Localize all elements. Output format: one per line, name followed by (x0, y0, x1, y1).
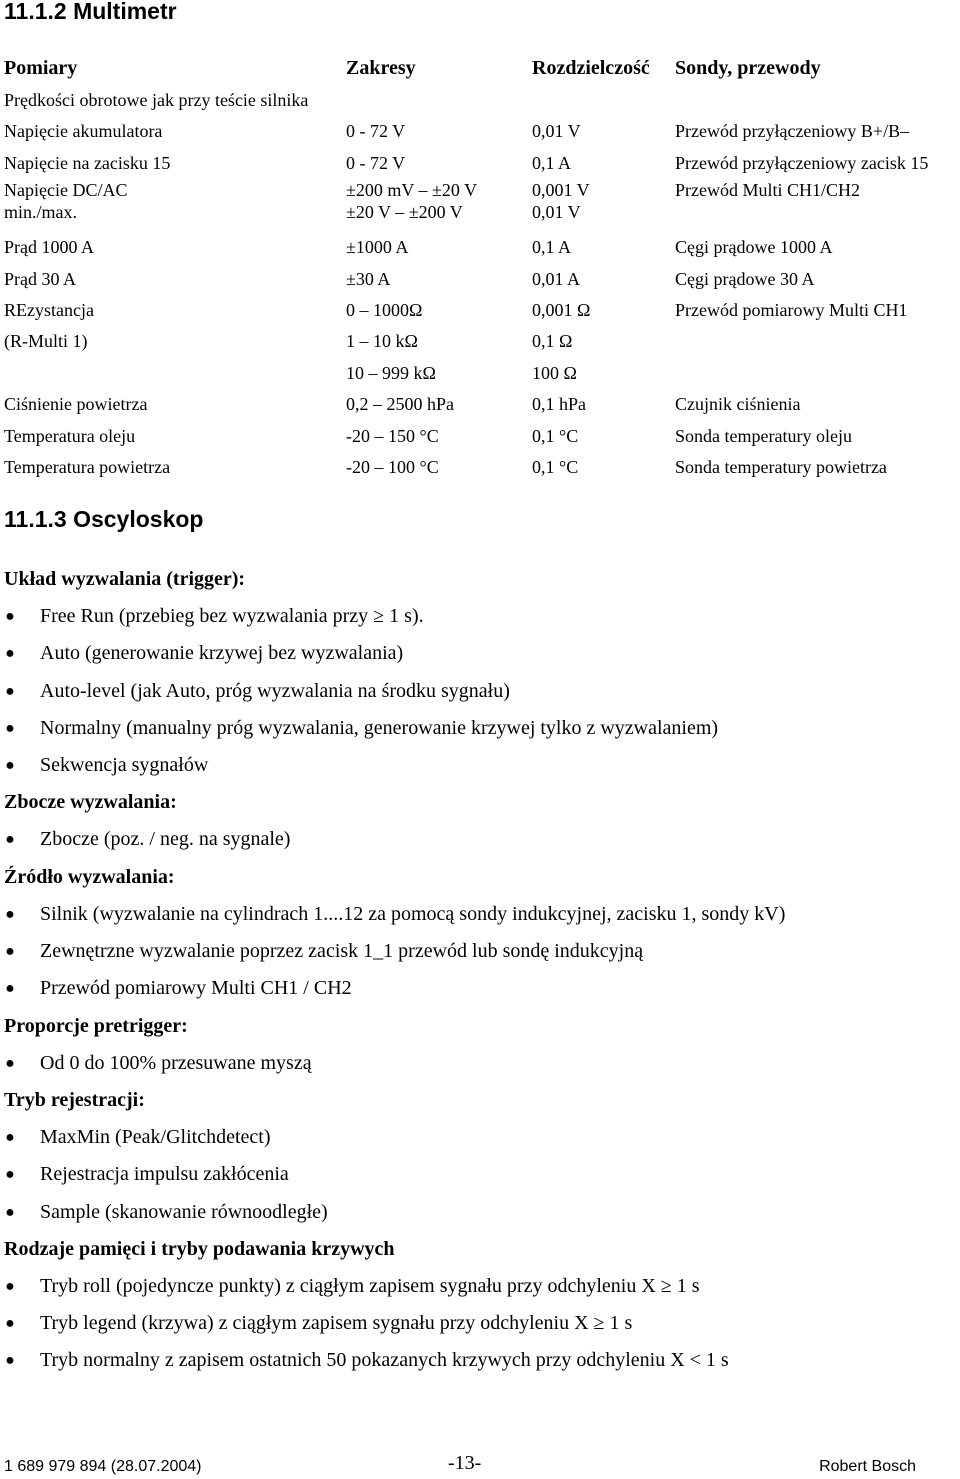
list-item (4, 1045, 954, 1082)
cell-range: 1 – 10 kΩ (346, 331, 418, 352)
document-number: 1 689 979 894 (28.07.2004) (4, 1458, 202, 1475)
list-item (4, 1156, 954, 1193)
bullet-icon: ● (5, 682, 15, 700)
list-item-text: Normalny (manualny próg wyzwalania, generowanie krzywej tylko z wyzwalaniem) (40, 716, 719, 739)
cell-measurement: Ciśnienie powietrza (4, 394, 148, 415)
multimeter-table (4, 52, 954, 483)
cell-range: ±1000 A (346, 237, 409, 258)
cell-probe: Cęgi prądowe 1000 A (675, 237, 833, 258)
bullet-icon: ● (5, 1203, 15, 1221)
heading-source: Źródło wyzwalania: (4, 865, 175, 888)
cell-measurement: (R-Multi 1) (4, 331, 88, 352)
heading-trigger: Układ wyzwalania (trigger): (4, 568, 246, 590)
cell-resolution: 0,1 °C (532, 425, 579, 446)
cell-resolution: 0,01 V (532, 121, 581, 142)
cell-range: 0 - 72 V (346, 152, 406, 173)
cell-resolution: 0,1 A (532, 237, 572, 258)
cell-resolution-line2: 0,01 V (532, 202, 581, 223)
cell-probe: Sonda temperatury oleju (675, 425, 852, 446)
cell-range-line1: ±200 mV – ±20 V (346, 180, 478, 201)
cell-measurement: Temperatura oleju (4, 425, 136, 446)
cell-resolution: 0,1 °C (532, 456, 579, 477)
bullet-icon: ● (5, 831, 15, 849)
heading-pretrigger: Proporcje pretrigger: (4, 1014, 188, 1037)
cell-resolution: 0,01 A (532, 268, 581, 289)
list-item (4, 896, 954, 933)
section-title-multimetr: 11.1.2 Multimetr (4, 0, 177, 24)
cell-probe: Sonda temperatury powietrza (675, 456, 887, 477)
bullet-icon: ● (5, 645, 15, 663)
company-name: Robert Bosch (819, 1458, 916, 1475)
list-recording-mode (4, 1119, 954, 1231)
list-item (4, 933, 954, 970)
cell-probe: Przewód przyłączeniowy zacisk 15 (675, 152, 929, 173)
list-item-text: Free Run (przebieg bez wyzwalania przy ≥ 1 s). (40, 605, 424, 627)
page-number: -13- (448, 1452, 482, 1474)
cell-range: ±30 A (346, 268, 391, 289)
cell-resolution (532, 179, 590, 223)
table-row (4, 116, 954, 147)
list-trigger (4, 598, 954, 784)
list-item-text: Tryb roll (pojedyncze punkty) z ciągłym zapisem sygnału przy odchyleniu X ≥ 1 s (40, 1274, 700, 1297)
table-row (4, 295, 954, 326)
page-footer (4, 1452, 916, 1478)
table-row (4, 85, 954, 116)
table-row (4, 232, 954, 263)
list-item (4, 1342, 954, 1379)
bullet-icon: ● (5, 1128, 15, 1146)
list-item-text: MaxMin (Peak/Glitchdetect) (40, 1125, 271, 1148)
cell-resolution-line1: 0,001 V (532, 180, 590, 201)
cell-range: -20 – 150 °C (346, 425, 439, 446)
table-row (4, 264, 954, 295)
list-item (4, 1305, 954, 1342)
list-item-text: Zewnętrzne wyzwalanie poprzez zacisk 1_1 przewód lub sondę indukcyjną (40, 940, 644, 963)
cell-measurement: Napięcie na zacisku 15 (4, 152, 171, 173)
list-item (4, 598, 954, 635)
table-row (4, 452, 954, 483)
table-header (4, 52, 954, 85)
bullet-icon: ● (5, 980, 15, 998)
cell-resolution: 100 Ω (532, 362, 577, 383)
cell-range-line2: ±20 V – ±200 V (346, 202, 463, 223)
bullet-icon: ● (5, 905, 15, 923)
heading-memory-modes: Rodzaje pamięci i tryby podawania krzywych (4, 1237, 395, 1260)
header-rozdzielczosc: Rozdzielczość (532, 57, 650, 79)
list-item (4, 1268, 954, 1305)
list-item (4, 710, 954, 747)
bullet-icon: ● (5, 1352, 15, 1370)
cell-measurement-line2: min./max. (4, 202, 77, 223)
list-item-text: Tryb normalny z zapisem ostatnich 50 pokazanych krzywych przy odchyleniu X < 1 s (40, 1349, 729, 1372)
list-item-text: Od 0 do 100% przesuwane myszą (40, 1051, 312, 1074)
list-item-text: Silnik (wyzwalanie na cylindrach 1....12 za pomocą sondy indukcyjnej, zacisku 1, sondy kV) (40, 902, 786, 925)
list-slope (4, 821, 954, 858)
header-sondy: Sondy, przewody (675, 57, 821, 79)
list-item (4, 747, 954, 784)
list-item (4, 635, 954, 672)
list-item (4, 821, 954, 858)
cell-resolution: 0,001 Ω (532, 299, 591, 320)
list-item-text: Sekwencja sygnałów (40, 754, 209, 777)
cell-measurement: Prąd 30 A (4, 268, 76, 289)
cell-resolution: 0,1 A (532, 152, 572, 173)
cell-probe: Cęgi prądowe 30 A (675, 268, 815, 289)
cell-probe: Przewód Multi CH1/CH2 (675, 180, 861, 201)
cell-resolution: 0,1 Ω (532, 331, 573, 352)
bullet-icon: ● (5, 1315, 15, 1333)
oscilloscope-specs (4, 561, 954, 1380)
cell-probe: Przewód pomiarowy Multi CH1 (675, 299, 908, 320)
list-item (4, 1119, 954, 1156)
list-item (4, 970, 954, 1007)
cell-resolution: 0,1 hPa (532, 394, 586, 415)
list-item-text: Zbocze (poz. / neg. na sygnale) (40, 828, 291, 851)
bullet-icon: ● (5, 719, 15, 737)
cell-range: 0 - 72 V (346, 121, 406, 142)
bullet-icon: ● (5, 1277, 15, 1295)
list-item (4, 1194, 954, 1231)
cell-measurement-line1: Napięcie DC/AC (4, 180, 128, 201)
header-pomiary: Pomiary (4, 57, 78, 79)
list-item-text: Przewód pomiarowy Multi CH1 / CH2 (40, 977, 352, 1000)
list-pretrigger (4, 1045, 954, 1082)
cell-probe: Przewód przyłączeniowy B+/B– (675, 121, 910, 142)
list-item-text: Rejestracja impulsu zakłócenia (40, 1163, 289, 1186)
bullet-icon: ● (5, 1166, 15, 1184)
cell-measurement: Prąd 1000 A (4, 237, 94, 258)
list-source (4, 896, 954, 1008)
cell-range: 10 – 999 kΩ (346, 362, 436, 383)
header-zakresy: Zakresy (346, 57, 416, 79)
table-row (4, 358, 954, 389)
table-row (4, 326, 954, 357)
cell-measurement: Prędkości obrotowe jak przy teście silnika (4, 90, 309, 110)
heading-slope: Zbocze wyzwalania: (4, 791, 177, 814)
list-item-text: Auto-level (jak Auto, próg wyzwalania na środku sygnału) (40, 679, 510, 702)
list-item (4, 673, 954, 710)
cell-measurement: Napięcie akumulatora (4, 121, 163, 142)
bullet-icon: ● (5, 943, 15, 961)
bullet-icon: ● (5, 757, 15, 775)
table-row (4, 389, 954, 420)
list-item-text: Tryb legend (krzywa) z ciągłym zapisem sygnału przy odchyleniu X ≥ 1 s (40, 1312, 633, 1335)
cell-range (346, 179, 477, 223)
cell-probe: Czujnik ciśnienia (675, 394, 801, 415)
list-item-text: Sample (skanowanie równoodległe) (40, 1200, 328, 1223)
cell-range: 0 – 1000Ω (346, 299, 423, 320)
table-row (4, 148, 954, 179)
section-title-oscyloskop: 11.1.3 Oscyloskop (4, 506, 204, 532)
bullet-icon: ● (5, 1054, 15, 1072)
cell-measurement: Temperatura powietrza (4, 456, 171, 477)
table-row (4, 421, 954, 452)
list-item-text: Auto (generowanie krzywej bez wyzwalania) (40, 642, 404, 665)
list-memory-modes (4, 1268, 954, 1380)
cell-range: 0,2 – 2500 hPa (346, 394, 454, 415)
heading-recording-mode: Tryb rejestracji: (4, 1088, 145, 1111)
bullet-icon: ● (5, 608, 15, 625)
cell-measurement (4, 179, 127, 223)
cell-range: -20 – 100 °C (346, 456, 439, 477)
table-row (4, 179, 954, 232)
cell-measurement: REzystancja (4, 299, 94, 320)
